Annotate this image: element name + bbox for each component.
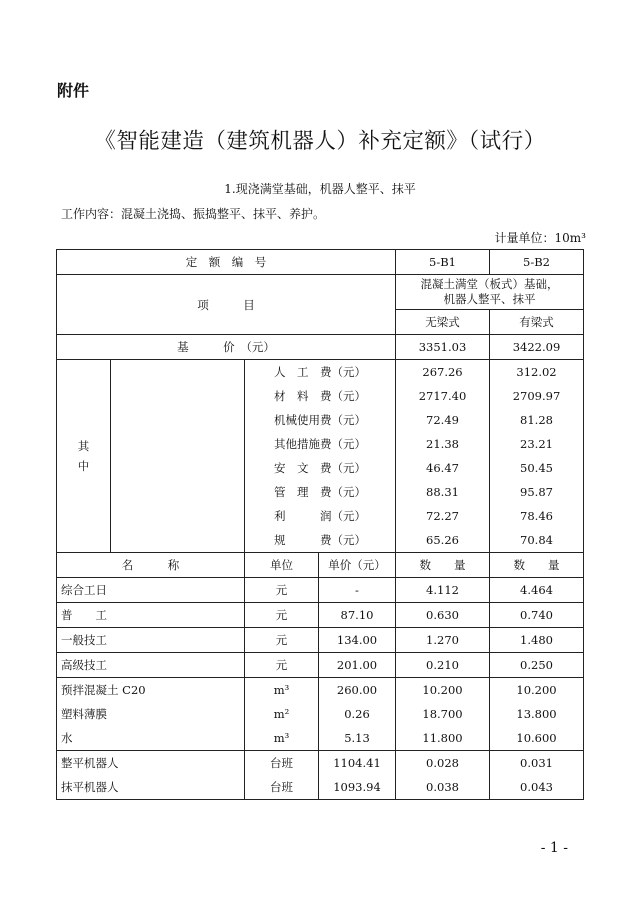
base-price-label: 基 价 （元）: [57, 335, 396, 360]
resource-q1: 18.700: [396, 702, 490, 726]
code-2: 5-B2: [490, 250, 584, 275]
resource-name: 水: [57, 726, 245, 751]
group-label-2: 中: [77, 459, 90, 473]
item-description: [396, 275, 584, 310]
resource-q2: 10.600: [490, 726, 584, 751]
resource-q1: 10.200: [396, 678, 490, 703]
breakdown-v1: 2717.40: [396, 384, 490, 408]
resource-q1: 4.112: [396, 578, 490, 603]
attachment-label: 附件: [57, 81, 90, 100]
resource-row: [57, 603, 584, 628]
resource-unit: 台班: [245, 751, 319, 776]
resource-name: 普 工: [57, 603, 245, 628]
code-label: 定 额 编 号: [57, 250, 396, 275]
col-price-header: 单价（元）: [319, 553, 396, 578]
breakdown-v1: 21.38: [396, 432, 490, 456]
resource-q2: 0.250: [490, 653, 584, 678]
breakdown-label: 利 润（元）: [245, 504, 396, 528]
resource-header-row: [57, 553, 584, 578]
resource-price: -: [319, 578, 396, 603]
section-title: 1.现浇满堂基础，机器人整平、抹平: [224, 182, 416, 196]
resource-q1: 0.210: [396, 653, 490, 678]
breakdown-label: 其他措施费（元）: [245, 432, 396, 456]
breakdown-label: 安 文 费（元）: [245, 456, 396, 480]
resource-name: 高级技工: [57, 653, 245, 678]
resource-q2: 13.800: [490, 702, 584, 726]
group-label-1: 其: [77, 439, 90, 453]
breakdown-v1: 72.27: [396, 504, 490, 528]
resource-price: 134.00: [319, 628, 396, 653]
base-price-2: 3422.09: [490, 335, 584, 360]
breakdown-row: [57, 360, 584, 385]
resource-row: [57, 678, 584, 703]
code-1: 5-B1: [396, 250, 490, 275]
quota-table: [56, 249, 584, 800]
breakdown-v1: 72.49: [396, 408, 490, 432]
unit-note: 计量单位：10m³: [494, 231, 586, 245]
work-content: 工作内容：混凝土浇捣、振捣整平、抹平、养护。: [61, 207, 326, 221]
resource-q2: 1.480: [490, 628, 584, 653]
breakdown-v2: 78.46: [490, 504, 584, 528]
breakdown-v2: 23.21: [490, 432, 584, 456]
breakdown-v1: 65.26: [396, 528, 490, 553]
resource-unit: 元: [245, 653, 319, 678]
item-desc-line2: 机器人整平、抹平: [443, 292, 536, 306]
page-number: - 1 -: [540, 840, 568, 856]
breakdown-v2: 70.84: [490, 528, 584, 553]
base-price-row: [57, 335, 584, 360]
resource-q2: 0.031: [490, 751, 584, 776]
col-unit-header: 单位: [245, 553, 319, 578]
item-desc-row: [57, 275, 584, 310]
resource-name: 预拌混凝土 C20: [57, 678, 245, 703]
resource-unit: 元: [245, 603, 319, 628]
resource-unit: m²: [245, 702, 319, 726]
breakdown-label: 规 费（元）: [245, 528, 396, 553]
resource-price: 5.13: [319, 726, 396, 751]
resource-row: [57, 628, 584, 653]
resource-q1: 0.038: [396, 775, 490, 800]
breakdown-spacer: [111, 360, 245, 553]
col-qty1-header: 数 量: [396, 553, 490, 578]
resource-unit: 元: [245, 578, 319, 603]
col-name-header: 名 称: [57, 553, 245, 578]
resource-row: [57, 653, 584, 678]
resource-q1: 0.630: [396, 603, 490, 628]
resource-name: 塑料薄膜: [57, 702, 245, 726]
code-row: [57, 250, 584, 275]
resource-price: 260.00: [319, 678, 396, 703]
resource-unit: m³: [245, 726, 319, 751]
resource-row: [57, 751, 584, 776]
resource-price: 1093.94: [319, 775, 396, 800]
breakdown-v2: 2709.97: [490, 384, 584, 408]
breakdown-label: 管 理 费（元）: [245, 480, 396, 504]
resource-q1: 1.270: [396, 628, 490, 653]
resource-row: [57, 726, 584, 751]
resource-name: 一般技工: [57, 628, 245, 653]
resource-unit: 元: [245, 628, 319, 653]
resource-row: [57, 702, 584, 726]
breakdown-v1: 88.31: [396, 480, 490, 504]
variant-1: 无梁式: [396, 310, 490, 335]
resource-name: 综合工日: [57, 578, 245, 603]
breakdown-label: 材 料 费（元）: [245, 384, 396, 408]
variant-2: 有梁式: [490, 310, 584, 335]
item-desc-line1: 混凝土满堂（板式）基础，: [420, 277, 559, 291]
base-price-1: 3351.03: [396, 335, 490, 360]
resource-q2: 0.043: [490, 775, 584, 800]
breakdown-v2: 312.02: [490, 360, 584, 385]
resource-unit: m³: [245, 678, 319, 703]
resource-q2: 0.740: [490, 603, 584, 628]
breakdown-v2: 81.28: [490, 408, 584, 432]
resource-price: 201.00: [319, 653, 396, 678]
breakdown-v1: 267.26: [396, 360, 490, 385]
resource-row: [57, 578, 584, 603]
resource-q2: 4.464: [490, 578, 584, 603]
breakdown-v2: 50.45: [490, 456, 584, 480]
resource-price: 0.26: [319, 702, 396, 726]
resource-q2: 10.200: [490, 678, 584, 703]
resource-price: 1104.41: [319, 751, 396, 776]
resource-unit: 台班: [245, 775, 319, 800]
page-title: 《智能建造（建筑机器人）补充定额》（试行）: [94, 129, 546, 154]
breakdown-v2: 95.87: [490, 480, 584, 504]
breakdown-label: 人 工 费（元）: [245, 360, 396, 385]
resource-q1: 11.800: [396, 726, 490, 751]
col-qty2-header: 数 量: [490, 553, 584, 578]
resource-q1: 0.028: [396, 751, 490, 776]
resource-price: 87.10: [319, 603, 396, 628]
breakdown-label: 机械使用费（元）: [245, 408, 396, 432]
resource-name: 抹平机器人: [57, 775, 245, 800]
resource-name: 整平机器人: [57, 751, 245, 776]
breakdown-v1: 46.47: [396, 456, 490, 480]
item-label: 项 目: [57, 275, 396, 335]
resource-row: [57, 775, 584, 800]
breakdown-group-label: [57, 360, 111, 553]
